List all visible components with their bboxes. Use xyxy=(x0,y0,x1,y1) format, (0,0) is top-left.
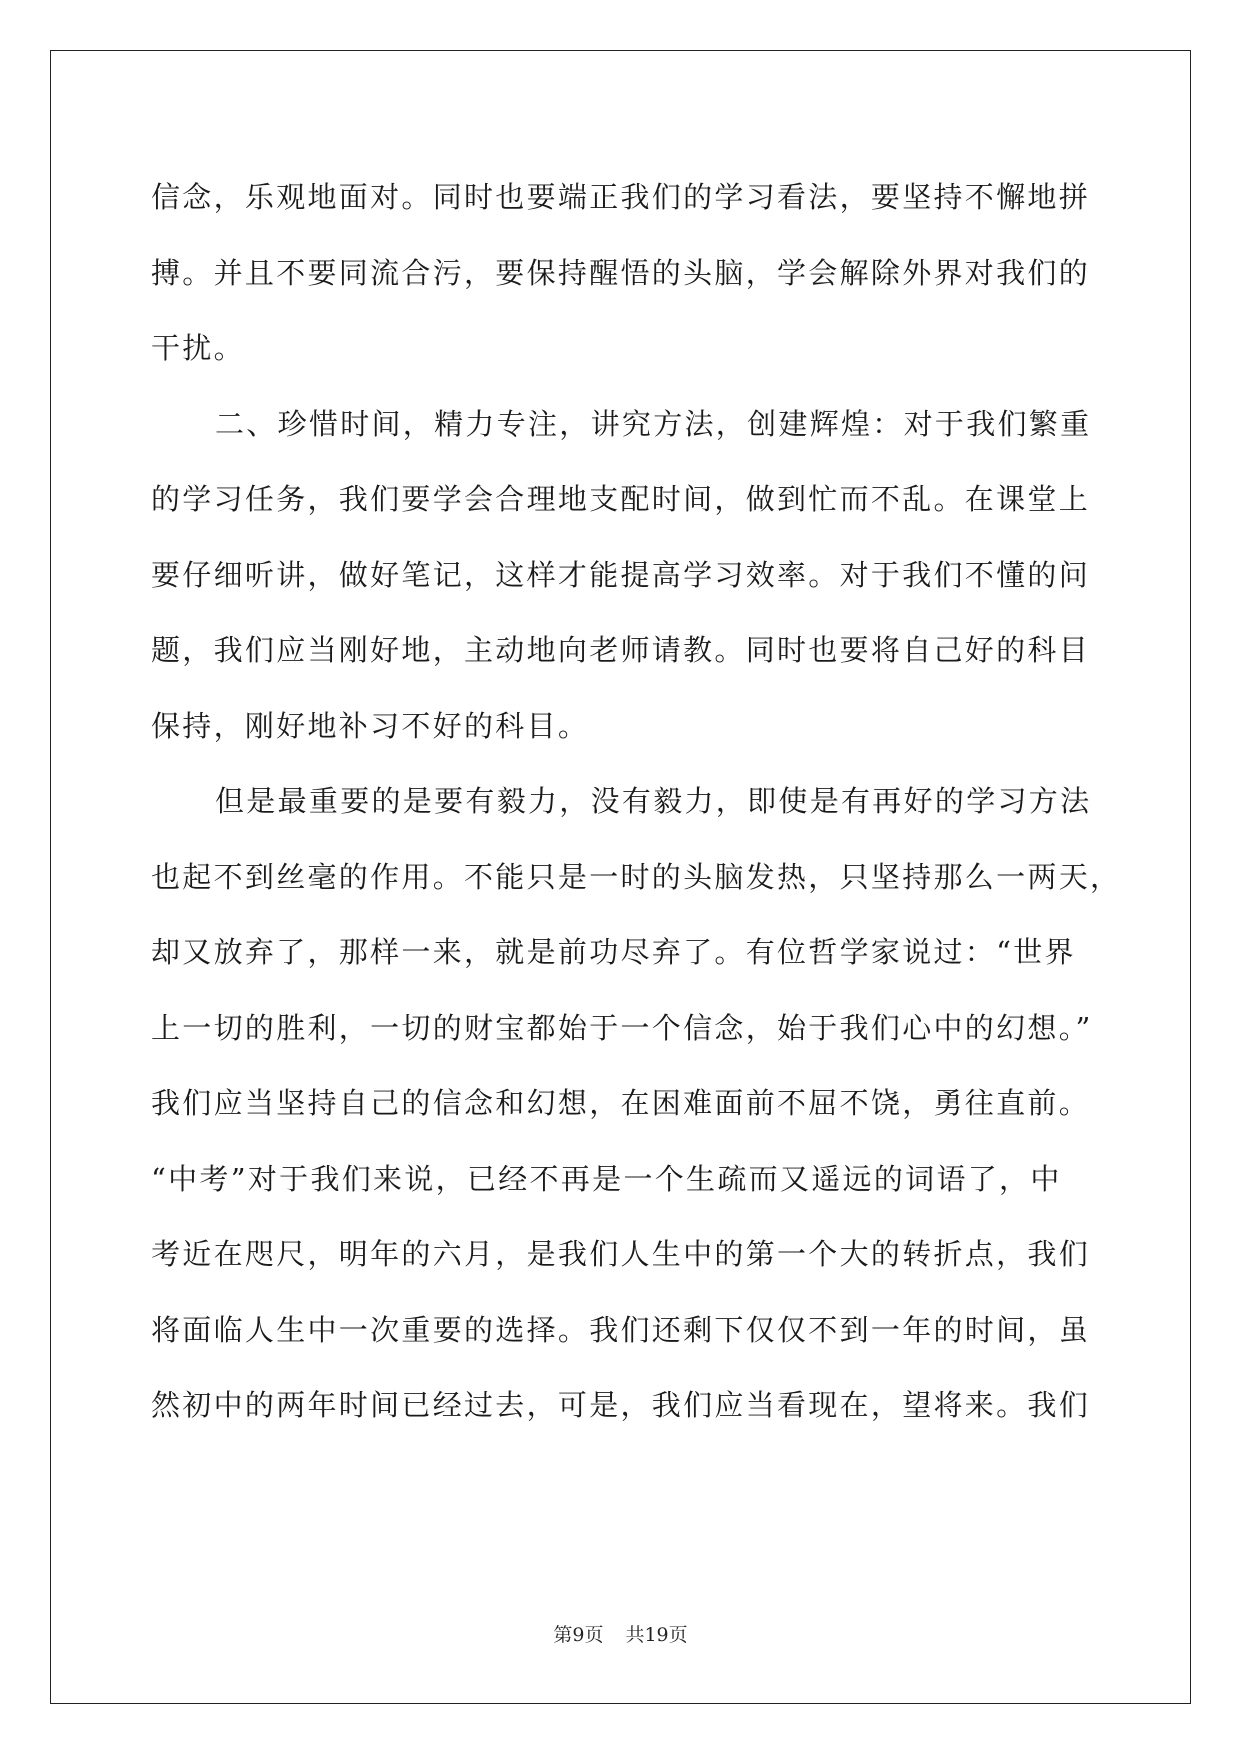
text-line: 的学习任务，我们要学会合理地支配时间，做到忙而不乱。在课堂上 xyxy=(151,482,1091,516)
current-page-number: 第9页 xyxy=(553,1624,604,1646)
paragraph-start-line: 二、珍惜时间，精力专注，讲究方法，创建辉煌：对于我们繁重 xyxy=(215,406,1092,441)
text-line: 我们应当坚持自己的信念和幻想，在困难面前不屈不饶，勇往直前。 xyxy=(151,1086,1091,1120)
text-line: 却又放弃了，那样一来，就是前功尽弃了。有位哲学家说过：“世界 xyxy=(151,935,1076,969)
text-line: 题，我们应当刚好地，主动地向老师请教。同时也要将自己好的科目 xyxy=(151,633,1091,667)
text-line: 然初中的两年时间已经过去，可是，我们应当看现在，望将来。我们 xyxy=(151,1388,1091,1422)
text-line: 要仔细听讲，做好笔记，这样才能提高学习效率。对于我们不懂的问 xyxy=(151,557,1091,592)
text-line: 将面临人生中一次重要的选择。我们还剩下仅仅不到一年的时间，虽 xyxy=(151,1312,1091,1347)
text-line: “中考”对于我们来说，已经不再是一个生疏而又遥远的词语了，中 xyxy=(151,1161,1062,1196)
text-line: 干扰。 xyxy=(151,331,245,365)
total-page-count: 共19页 xyxy=(625,1624,688,1646)
page-footer xyxy=(0,1620,1241,1647)
text-line: 信念，乐观地面对。同时也要端正我们的学习看法，要坚持不懈地拼 xyxy=(151,180,1091,214)
text-line: 考近在咫尺，明年的六月，是我们人生中的第一个大的转折点，我们 xyxy=(151,1237,1091,1271)
paragraph-start-line: 但是最重要的是要有毅力，没有毅力，即使是有再好的学习方法 xyxy=(215,784,1092,818)
text-line: 也起不到丝毫的作用。不能只是一时的头脑发热，只坚持那么一两天， xyxy=(151,859,1122,894)
text-line: 搏。并且不要同流合污，要保持醒悟的头脑，学会解除外界对我们的 xyxy=(151,255,1091,290)
text-line: 上一切的胜利，一切的财宝都始于一个信念，始于我们心中的幻想。” xyxy=(151,1010,1093,1045)
text-line: 保持，刚好地补习不好的科目。 xyxy=(151,708,590,743)
document-body xyxy=(151,160,1122,1444)
